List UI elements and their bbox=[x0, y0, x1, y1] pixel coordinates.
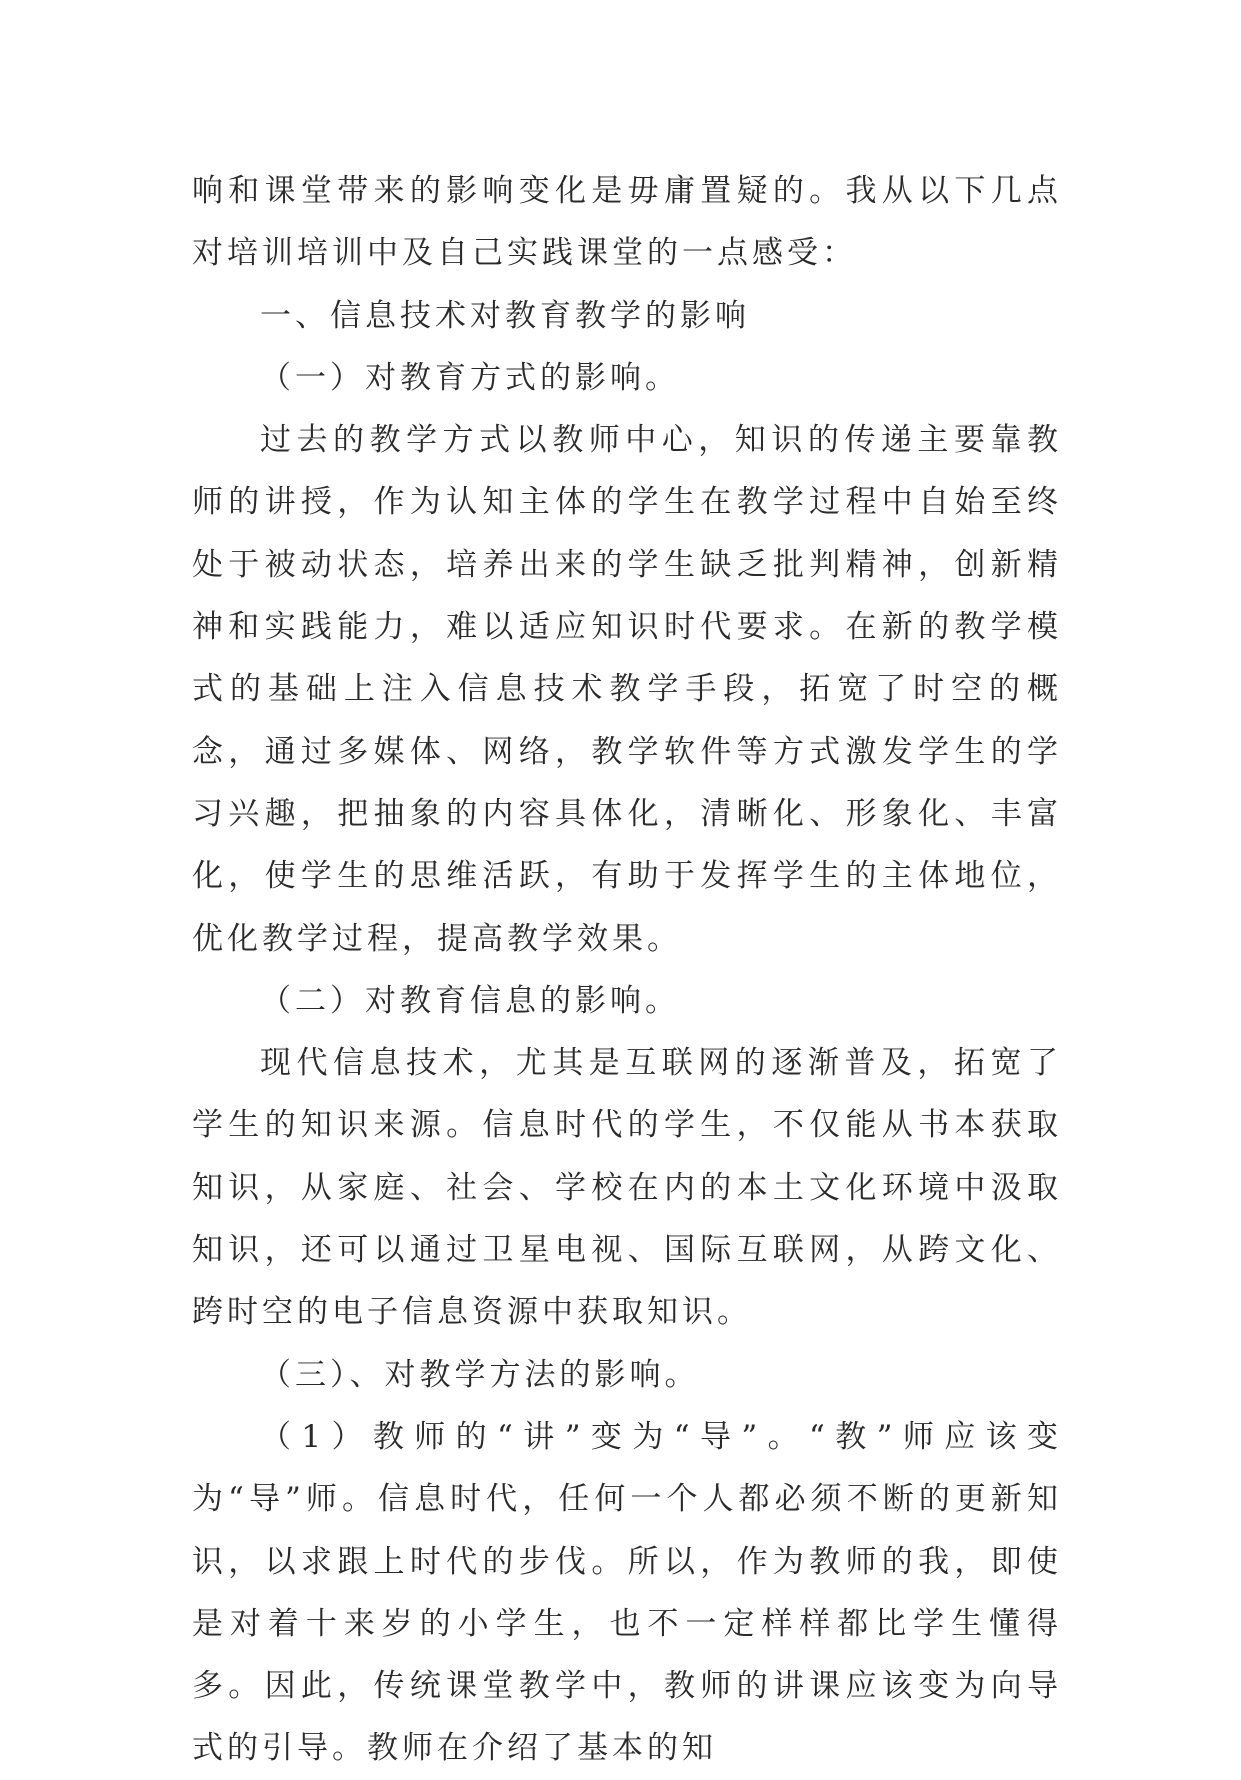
paragraph-7: （三）、对教学方法的影响。 bbox=[260, 1356, 700, 1393]
document-body bbox=[192, 160, 1062, 1780]
paragraph-2: 一、信息技术对教育教学的影响 bbox=[260, 297, 750, 334]
paragraph-5: （二）对教育信息的影响。 bbox=[260, 982, 680, 1019]
paragraph-1: 响和课堂带来的影响变化是毋庸置疑的。我从以下几点对培训培训中及自己实践课堂的一点感受： bbox=[192, 173, 1062, 272]
paragraph-4: 过去的教学方式以教师中心，知识的传递主要靠教师的讲授，作为认知主体的学生在教学过程中自始至终处于被动状态，培养出来的学生缺乏批判精神，创新精神和实践能力，难以适应知识时代要求。在新的教学模式的基础上注入信息技术教学手段，拓宽了时空的概念，通过多媒体、网络，教学软件等方式激发学生的学习兴趣，把抽象的内容具体化，清晰化、形象化、丰富化，使学生的思维活跃，有助于发挥学生的主体地位，优化教学过程，提高教学效果。 bbox=[192, 422, 1062, 957]
paragraph-8: （1）教师的“讲”变为“导”。“教”师应该变为“导”师。信息时代，任何一个人都必须不断的更新知识，以求跟上时代的步伐。所以，作为教师的我，即使是对着十来岁的小学生，也不一定样样都比学生懂得多。因此，传统课堂教学中，教师的讲课应该变为向导式的引导。教师在介绍了基本的知 bbox=[192, 1418, 1062, 1767]
paragraph-6: 现代信息技术，尤其是互联网的逐渐普及，拓宽了学生的知识来源。信息时代的学生，不仅能从书本获取知识，从家庭、社会、学校在内的本土文化环境中汲取知识，还可以通过卫星电视、国际互联网，从跨文化、跨时空的电子信息资源中获取知识。 bbox=[192, 1045, 1062, 1331]
paragraph-3: （一）对教育方式的影响。 bbox=[260, 359, 680, 396]
